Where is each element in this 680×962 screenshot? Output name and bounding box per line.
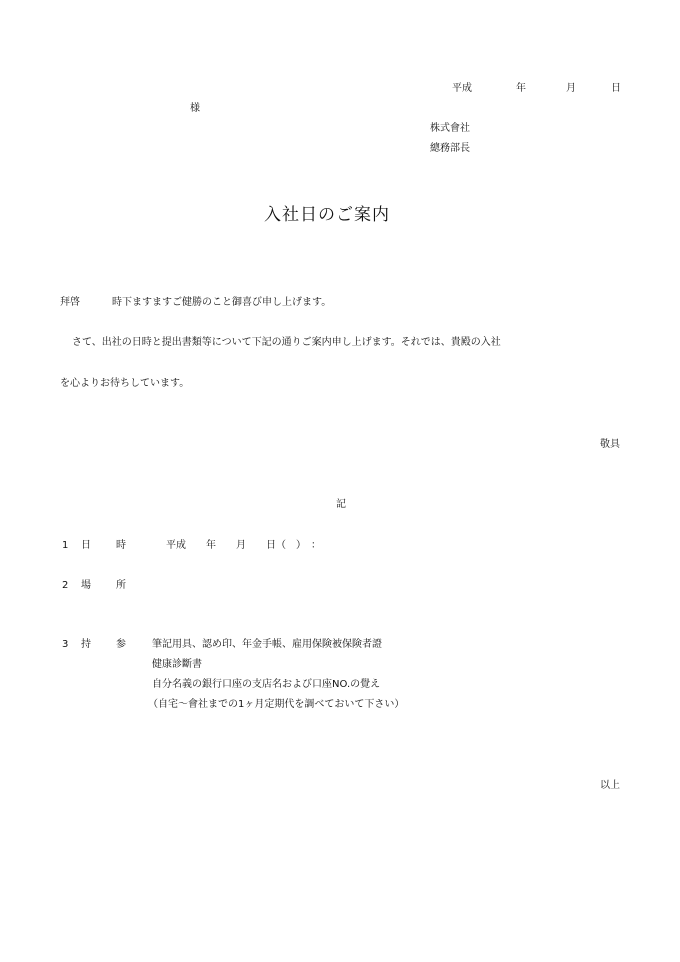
closing-keigu: 敬具	[600, 439, 620, 450]
date-month-unit: 月	[566, 83, 576, 94]
date-year-unit: 年	[516, 83, 526, 94]
item-label-2a: 場	[81, 580, 91, 591]
item-label-1b: 時	[116, 540, 126, 551]
date-day-unit: 日	[611, 83, 621, 94]
salutation: 拜啓	[60, 297, 80, 308]
item-3-line-2: 健康診斷書	[152, 659, 202, 670]
item-3-line-4: （自宅～會社までの1ヶ月定期代を調べておいて下さい）	[148, 699, 405, 710]
item-label-3a: 持	[81, 639, 91, 650]
item-label-1a: 日	[81, 540, 91, 551]
item-3-line-3: 自分名義の銀行口座の支店名および口座NO.の覺え	[152, 679, 381, 690]
sender-company: 株式會社	[430, 123, 470, 134]
item-label-2b: 所	[116, 580, 126, 591]
item-number-3: 3	[62, 639, 69, 650]
paragraph-line-1: さて、出社の日時と提出書類等について下記の通りご案内申し上げます。それでは、貴殿の入社	[72, 337, 501, 348]
record-heading: 記	[336, 499, 346, 510]
greeting: 時下ますますご健勝のこと御喜び申し上げます。	[112, 297, 332, 308]
item-number-1: 1	[62, 540, 69, 551]
date-era: 平成	[452, 83, 472, 94]
item-label-3b: 参	[116, 639, 126, 650]
item-content-1: 平成 年 月 日（ ） ：	[166, 540, 321, 551]
addressee-suffix: 様	[190, 103, 200, 114]
document-title: 入社日のご案内	[264, 205, 390, 225]
item-3-line-1: 筆記用具、認め印、年金手帳、雇用保険被保険者證	[152, 639, 382, 650]
item-number-2: 2	[62, 580, 69, 591]
end-mark: 以上	[600, 780, 620, 791]
paragraph-line-2: を心よりお待ちしています。	[60, 378, 190, 389]
sender-title: 總務部長	[430, 143, 470, 154]
